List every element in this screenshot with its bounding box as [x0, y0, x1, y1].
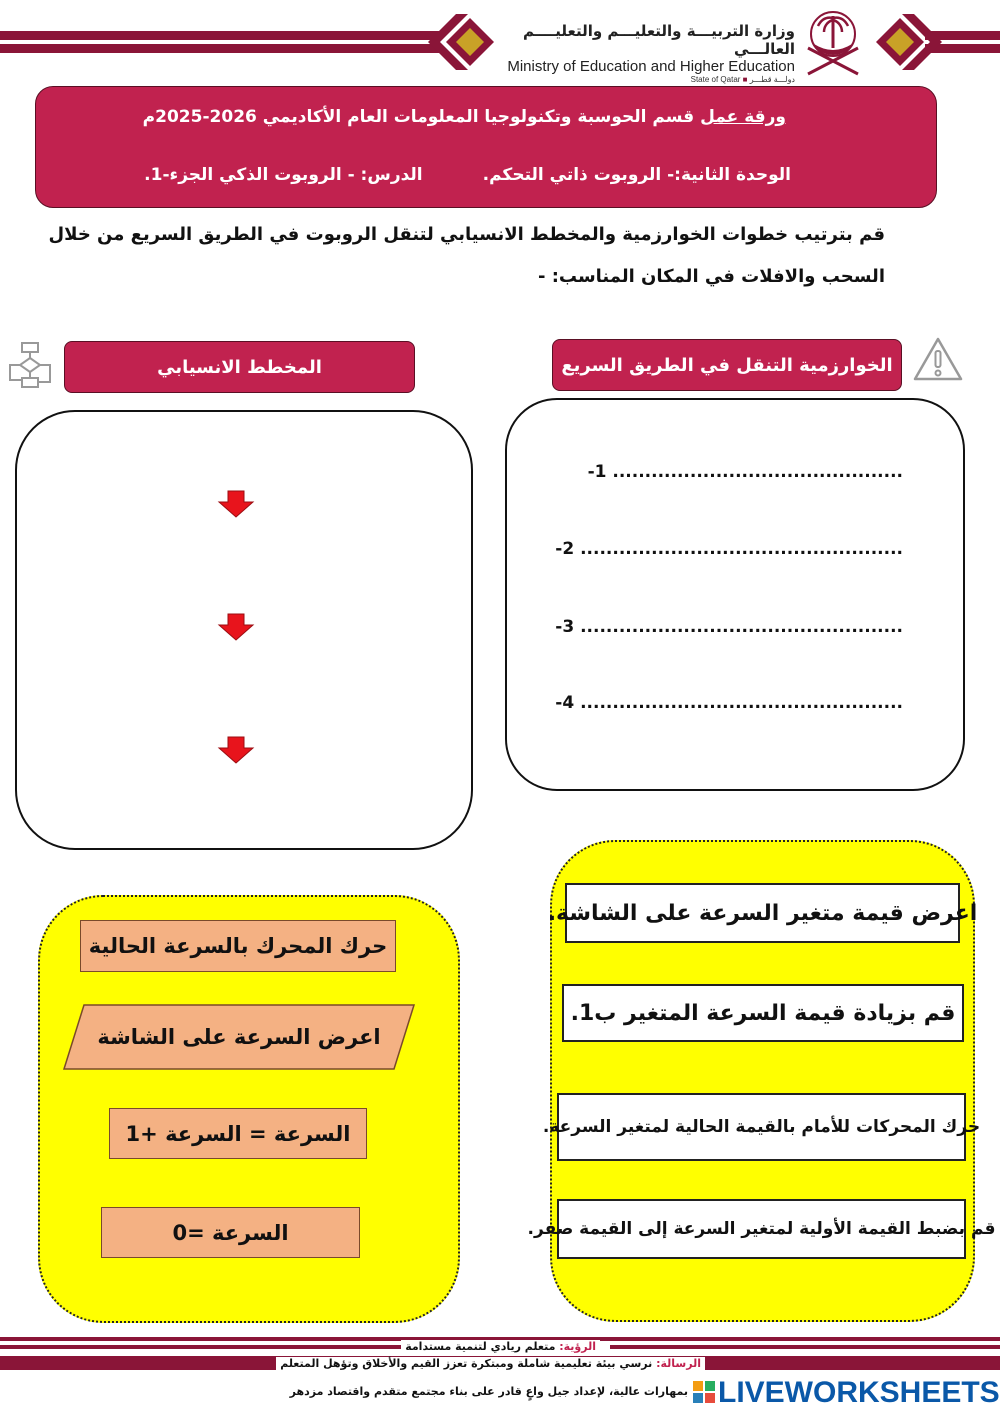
- liveworksheets-logo-icon: [693, 1381, 715, 1403]
- unit-lesson-line: [144, 165, 791, 185]
- flowchart-option-init-speed[interactable]: السرعة =0: [101, 1207, 360, 1258]
- algorithm-slot-1[interactable]: -1 .............................................: [587, 462, 903, 482]
- lesson-label: الدرس: - الروبوت الذكي الجزء-1.: [144, 165, 423, 185]
- algorithm-slot-4[interactable]: -4 ..................................................: [555, 693, 903, 713]
- flow-arrow-down-icon: [217, 736, 255, 764]
- flowchart-option-display-speed[interactable]: اعرض السرعة على الشاشة: [97, 1025, 381, 1049]
- footer-vision: الرؤية: متعلم ريادي لتنمية مستدامة: [401, 1340, 600, 1353]
- flow-arrow-down-icon: [217, 613, 255, 641]
- state-of-qatar-line: State of Qatar ■ دولـــة قطـــر: [690, 75, 795, 84]
- unit-label: الوحدة الثانية:- الروبوت ذاتي التحكم.: [482, 165, 791, 185]
- liveworksheets-brand[interactable]: LIVEWORKSHEETS: [718, 1376, 1000, 1409]
- algorithm-section-header: الخوارزمية التنقل في الطريق السريع: [552, 339, 902, 391]
- flow-arrow-down-icon: [217, 490, 255, 518]
- algorithm-option-increase-speed[interactable]: قم بزيادة قيمة السرعة المتغير ب1.: [562, 984, 964, 1042]
- header-diamond-right-icon: [870, 14, 942, 70]
- header-stripe-left-top: [0, 31, 440, 40]
- algorithm-option-move-motors[interactable]: حرك المحركات للأمام بالقيمة الحالية لمتغير السرعة.: [557, 1093, 966, 1161]
- algorithm-option-init-speed[interactable]: قم بضبط القيمة الأولية لمتغير السرعة إلى القيمة صفر.: [557, 1199, 966, 1259]
- ministry-name-arabic: وزارة التربيـــة والتعليـــم والتعليــــم العالـــي: [523, 22, 795, 58]
- flowchart-icon: [4, 340, 56, 390]
- algorithm-slot-2[interactable]: -2 ..................................................: [555, 539, 903, 559]
- algorithm-option-display-speed[interactable]: اعرض قيمة متغير السرعة على الشاشة.: [565, 883, 960, 943]
- instruction-line-2: السحب والافلات في المكان المناسب: -: [537, 266, 885, 287]
- footer-mission: الرسالة: نرسي بيئة تعليمية شاملة ومبتكرة تعزز القيم والأخلاق وتؤهل المتعلم: [276, 1357, 705, 1370]
- worksheet-title: ورقة عمل قسم الحوسبة وتكنولوجيا المعلومات العام الأكاديمي 2026-2025م: [142, 107, 786, 127]
- footer-mission-line-2: بمهارات عالية، لإعداد جيل واعٍ قادر على بناء مجتمع متقدم واقتصاد مزدهر: [289, 1385, 688, 1398]
- header-stripe-left-bottom: [0, 44, 440, 53]
- ministry-name-block: [500, 22, 795, 84]
- header-diamond-left-icon: [428, 14, 500, 70]
- instruction-line-1: قم بترتيب خطوات الخوارزمية والمخطط الانسيابي لتنقل الروبوت في الطريق السريع من خلال: [48, 224, 885, 245]
- flowchart-section-header: المخطط الانسيابي: [64, 341, 415, 393]
- algorithm-drop-box: [505, 398, 965, 791]
- ministry-name-english: Ministry of Education and Higher Education: [507, 58, 795, 75]
- warning-icon: [912, 336, 964, 382]
- worksheet-title-box: [35, 86, 937, 208]
- flowchart-option-move-motor[interactable]: حرك المحرك بالسرعة الحالية: [80, 920, 396, 972]
- qatar-emblem-icon: [802, 8, 864, 78]
- footer-stripe-right: [610, 1345, 1000, 1349]
- algorithm-slot-3[interactable]: -3 ..................................................: [555, 617, 903, 637]
- flowchart-option-increment-speed[interactable]: السرعة = السرعة +1: [109, 1108, 367, 1159]
- footer-stripe-mid: [0, 1345, 420, 1349]
